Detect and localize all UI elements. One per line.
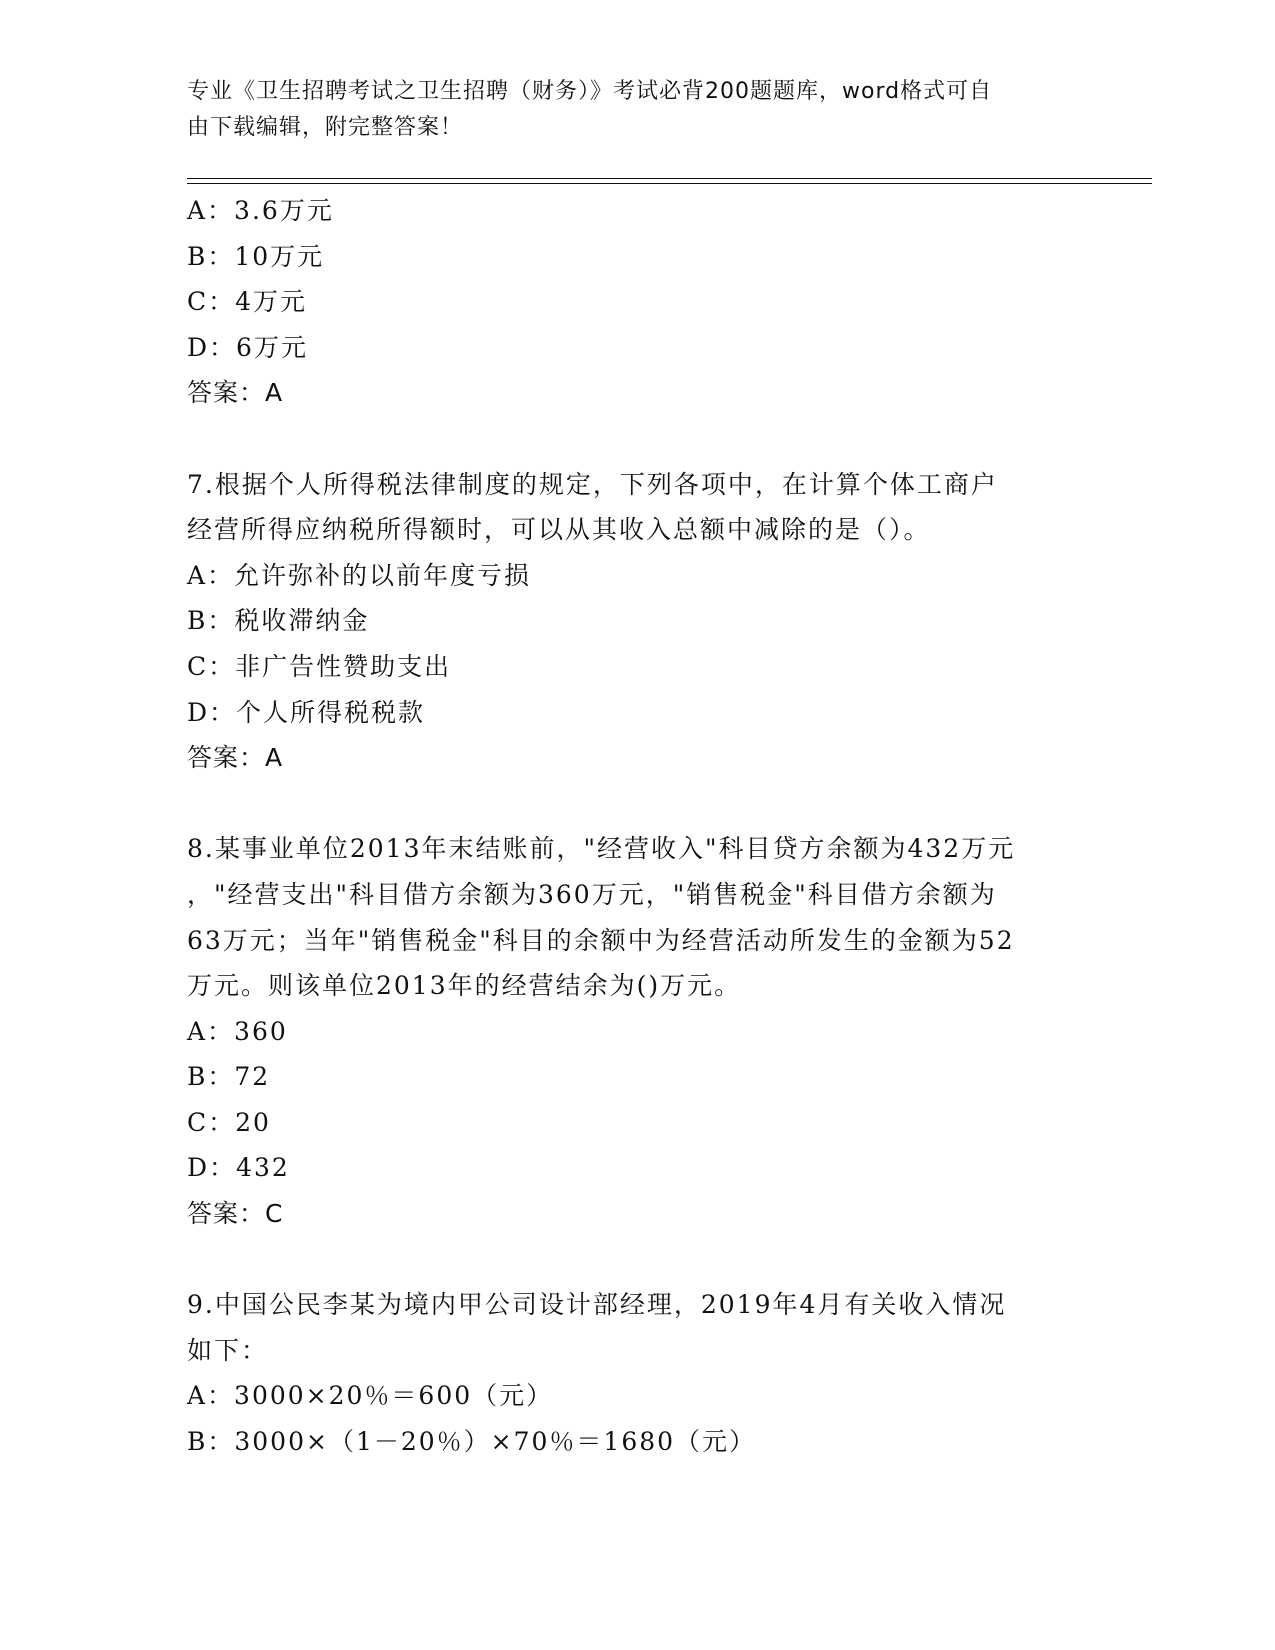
- document-header: [187, 74, 1067, 146]
- option-c: C：20: [187, 1107, 271, 1137]
- question-text-line: 如下：: [187, 1335, 269, 1365]
- option-a: A：3.6万元: [187, 196, 334, 225]
- header-line-1: 专业《卫生招聘考试之卫生招聘（财务）》考试必背200题题库，word格式可自: [187, 79, 993, 104]
- header-line-2: 由下载编辑，附完整答案！: [187, 115, 464, 140]
- option-c: C：非广告性赞助支出: [187, 651, 452, 681]
- question-9: [187, 1282, 1077, 1464]
- spacer: [187, 416, 1077, 462]
- option-b: B：3000×（1－20％）×70％＝1680（元）: [187, 1427, 757, 1457]
- question-8: [187, 826, 1077, 1236]
- question-text-line: ，"经营支出"科目借方余额为360万元，"销售税金"科目借方余额为: [187, 879, 997, 909]
- question-text-line: 9.中国公民李某为境内甲公司设计部经理，2019年4月有关收入情况: [187, 1290, 1007, 1320]
- option-b: B：税收滞纳金: [187, 606, 370, 636]
- option-a: A：允许弥补的以前年度亏损: [187, 560, 532, 590]
- option-d: D：个人所得税税款: [187, 697, 426, 727]
- answer-line: 答案：A: [187, 743, 284, 773]
- question-content: [187, 188, 1077, 1465]
- option-d: D：6万元: [187, 332, 308, 362]
- option-a: A：360: [187, 1016, 288, 1046]
- question-text-line: 63万元；当年"销售税金"科目的余额中为经营活动所发生的金额为52: [187, 925, 1015, 955]
- question-7: [187, 462, 1077, 781]
- header-rule-top: [187, 178, 1152, 179]
- option-d: D：432: [187, 1153, 290, 1183]
- question-text-line: 万元。则该单位2013年的经营结余为()万元。: [187, 971, 742, 1001]
- question-text-line: 8.某事业单位2013年末结账前，"经营收入"科目贷方余额为432万元: [187, 834, 1016, 864]
- option-c: C：4万元: [187, 287, 308, 317]
- spacer: [187, 1237, 1077, 1283]
- answer-line: 答案：A: [187, 378, 284, 408]
- spacer: [187, 781, 1077, 827]
- question-text-line: 7.根据个人所得税法律制度的规定，下列各项中，在计算个体工商户: [187, 469, 998, 499]
- question-text-line: 经营所得应纳税所得额时，可以从其收入总额中减除的是（）。: [187, 515, 931, 545]
- header-rule-bottom: [187, 183, 1152, 184]
- answer-line: 答案：C: [187, 1199, 284, 1229]
- option-a: A：3000×20％＝600（元）: [187, 1381, 554, 1411]
- option-b: B：10万元: [187, 241, 325, 271]
- option-b: B：72: [187, 1062, 271, 1092]
- question-6: [187, 188, 1077, 416]
